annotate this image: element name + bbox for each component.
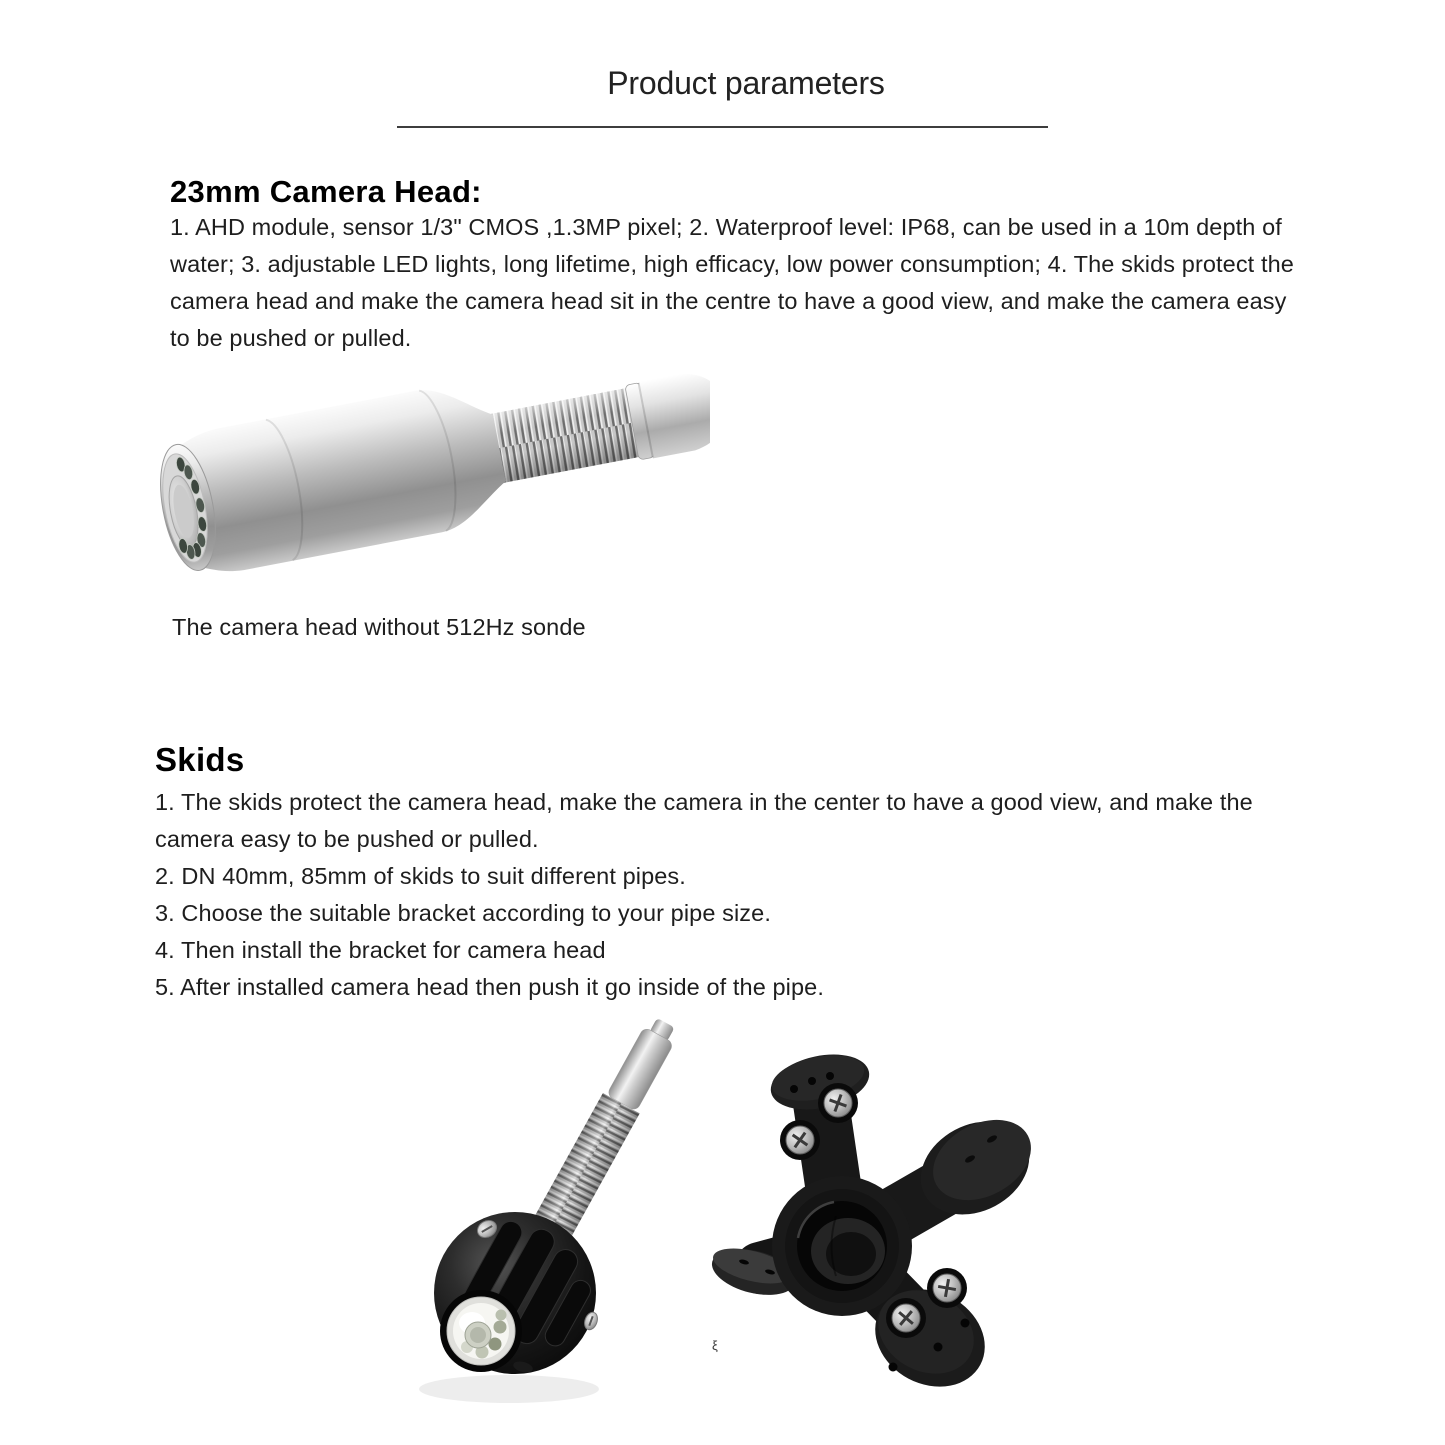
page-title: Product parameters [607,65,885,101]
skids-photo [395,1005,1065,1445]
text-line: 5. After installed camera head then push it go inside of the pipe. [155,974,824,1000]
camera-head-caption: The camera head without 512Hz sonde [172,614,586,640]
artifact-glyph: ξ [712,1338,718,1353]
skid-camera-face [440,1290,522,1372]
text-line: camera head and make the camera head sit in the centre to have a good view, and make the camera easy [170,288,1287,314]
skid-bracket [707,1046,1045,1405]
screw [927,1268,967,1308]
camera-barrel [173,377,512,578]
screw [886,1298,926,1338]
screw [818,1083,858,1123]
text-line: 1. The skids protect the camera head, make the camera in the center to have a good view, and make the [155,789,1253,815]
camera-head-description [170,209,1294,357]
camera-spring [489,388,642,483]
title-underline [397,126,1048,128]
skids-heading: Skids [155,741,245,778]
text-line: water; 3. adjustable LED lights, long lifetime, high efficacy, low power consumption; 4. The skids protect the [170,251,1294,277]
skid-ball-camera [419,1210,607,1403]
camera-head-heading: 23mm Camera Head: [170,174,482,209]
camera-head-photo [140,362,710,607]
text-line: 4. Then install the bracket for camera head [155,937,606,963]
screw [780,1120,820,1160]
text-line: 1. AHD module, sensor 1/3" CMOS ,1.3MP pixel; 2. Waterproof level: IP68, can be used in a 10m depth of [170,214,1282,240]
skids-description [155,784,1253,1006]
text-line: 2. DN 40mm, 85mm of skids to suit different pipes. [155,863,686,889]
text-line: to be pushed or pulled. [170,325,412,351]
text-line: camera easy to be pushed or pulled. [155,826,539,852]
text-line: 3. Choose the suitable bracket according to your pipe size. [155,900,771,926]
